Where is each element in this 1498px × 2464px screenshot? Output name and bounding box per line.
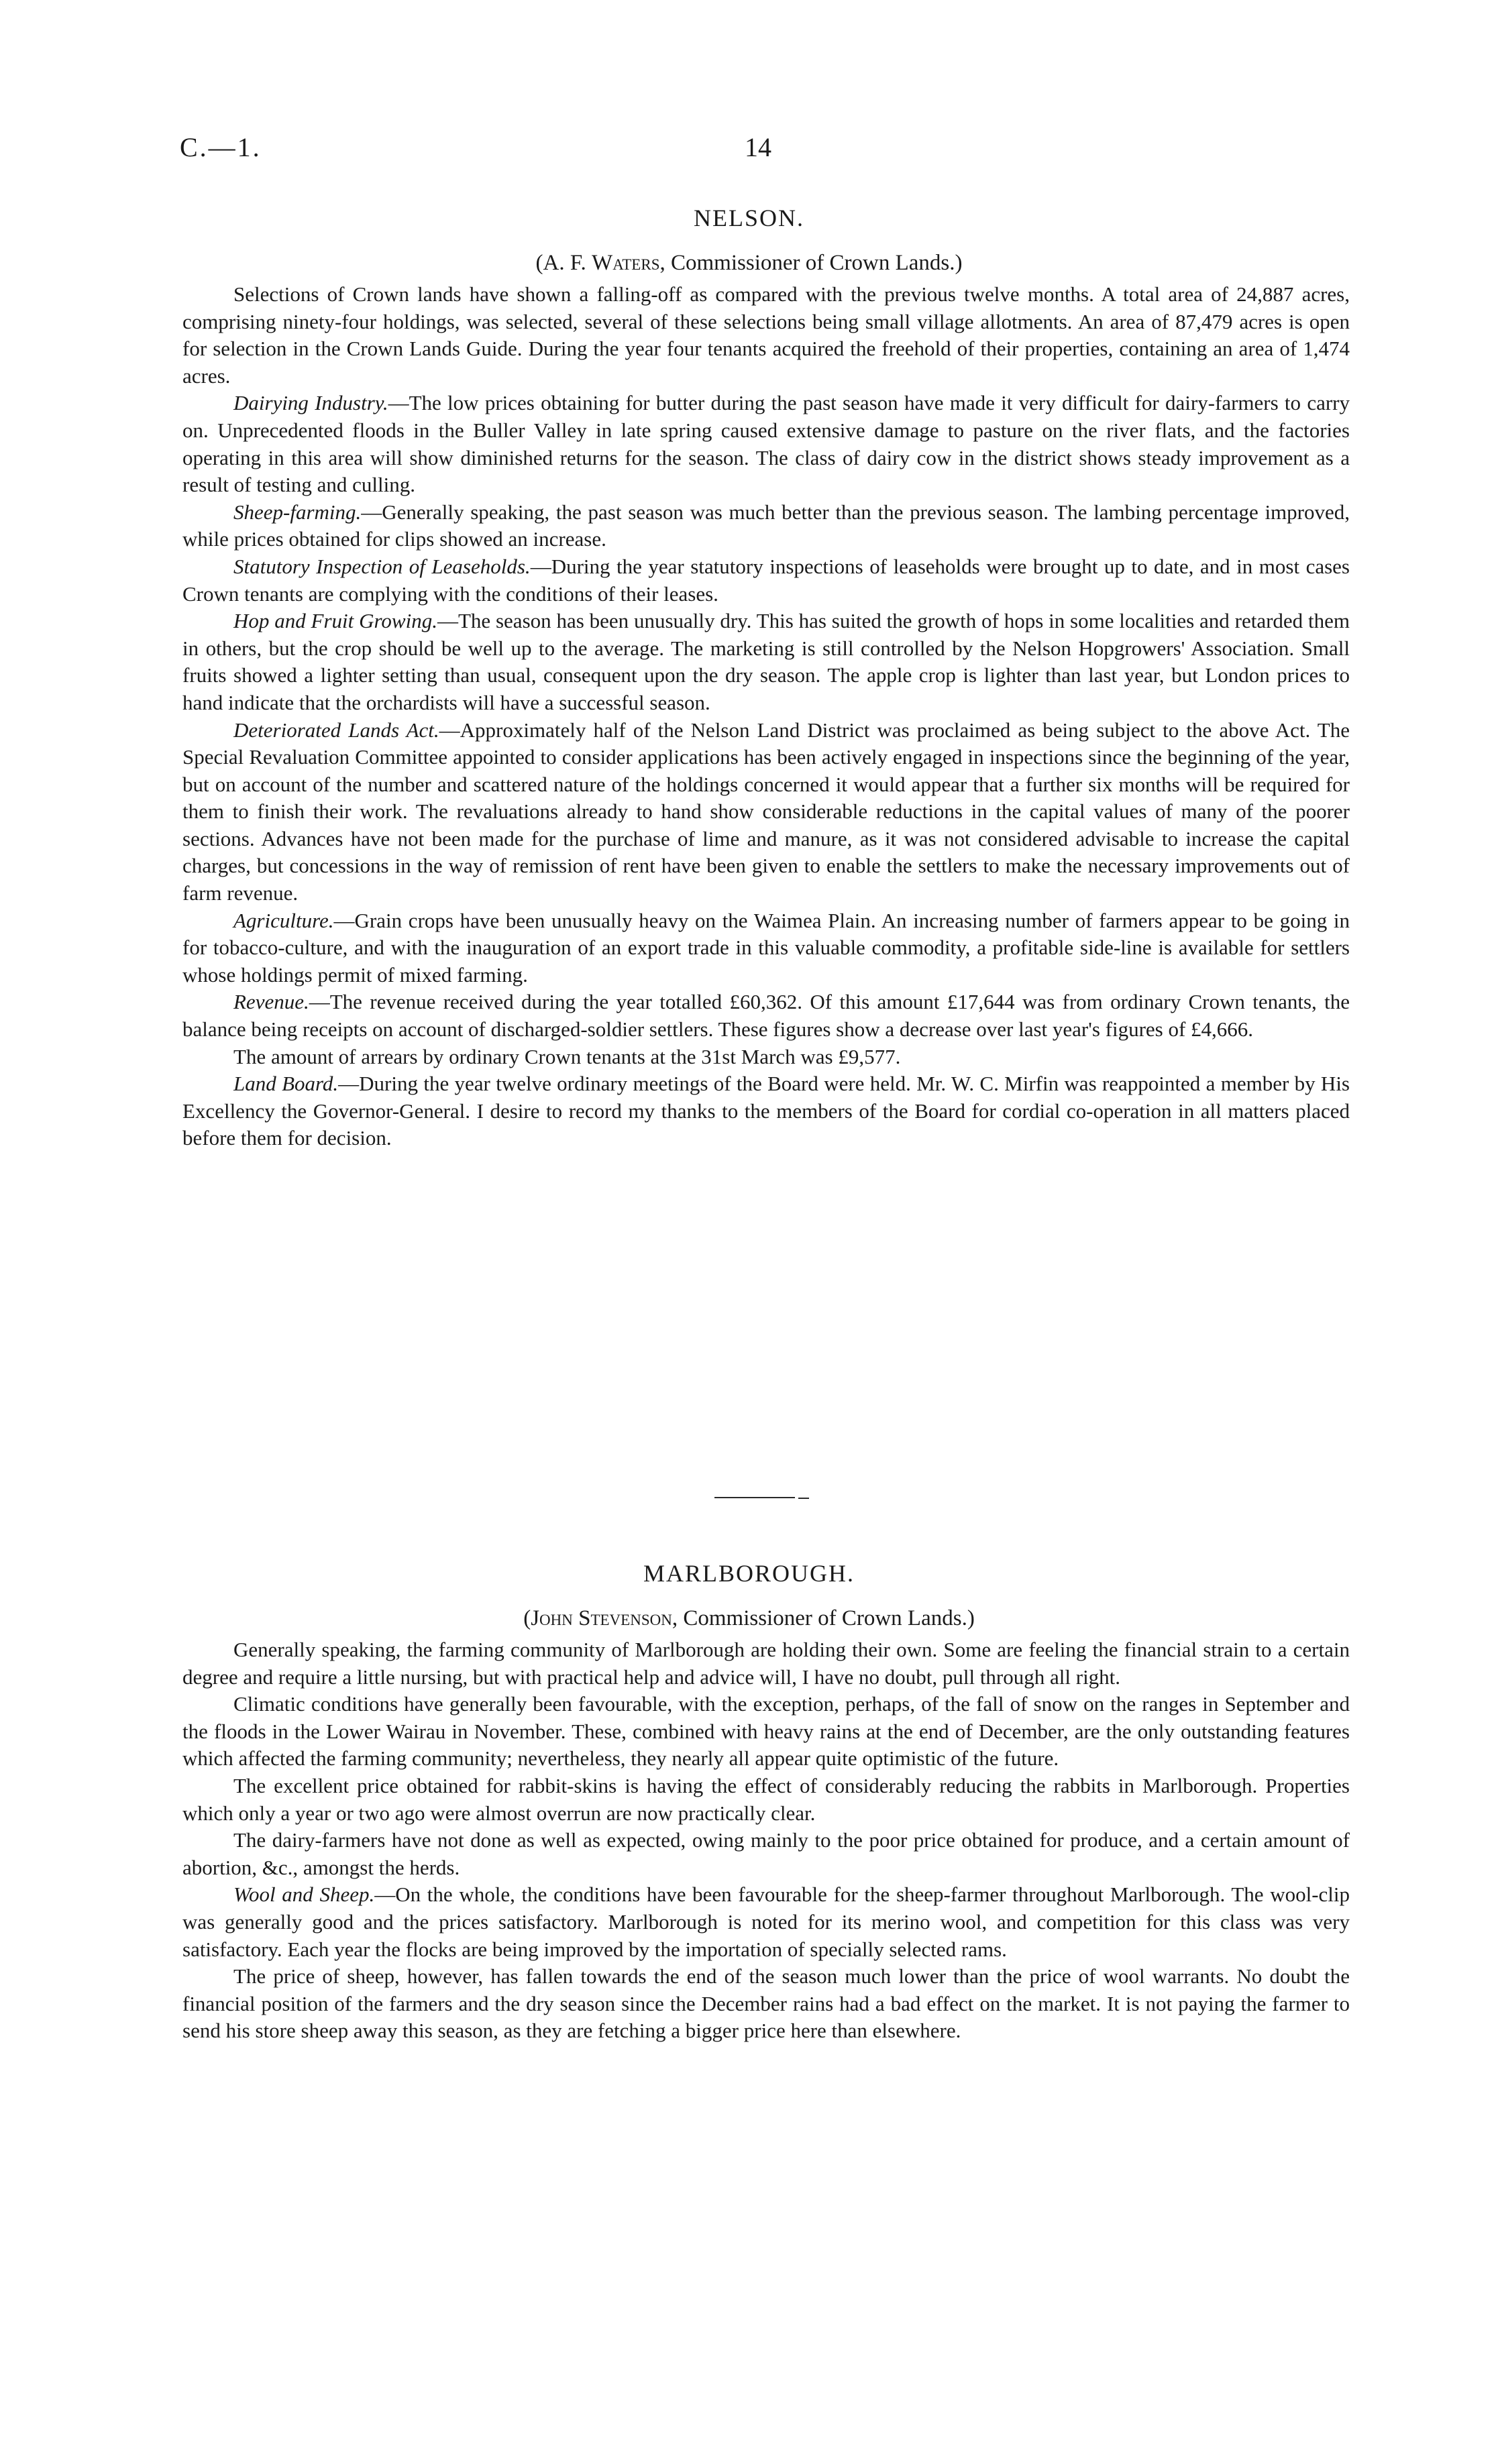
nelson-section <box>0 204 1498 1152</box>
paragraph-text: The dairy-farmers have not done as well as expected, owing mainly to the poor price obtained for produce, and a certain amount of abortion, &c., amongst the herds. <box>182 1828 1350 1879</box>
section-title-marlborough: MARLBOROUGH. <box>643 1560 855 1587</box>
paragraph <box>182 1636 1350 1691</box>
paragraph-text: The amount of arrears by ordinary Crown tenants at the 31st March was £9,577. <box>233 1044 901 1068</box>
paragraph-heading: Wool and Sheep. <box>233 1883 375 1907</box>
paragraph-heading: Hop and Fruit Growing. <box>233 609 437 633</box>
section-divider-dash <box>798 1498 809 1499</box>
paragraph-text: —The low prices obtaining for butter during the past season have made it very difficult for dairy-farmers to carry on. Unprecedented floods in the Buller Valley in late spring caused extensive damage to pasture on the river flats, and the factories operating in this area will show diminished returns for the season. The class of dairy cow in the district shows steady improvement as a result of testing and culling. <box>182 391 1350 497</box>
paragraph-text: —Grain crops have been unusually heavy on the Waimea Plain. An increasing number of farmers appear to be going in for tobacco-culture, and with the inauguration of an export trade in this valuable commodity, a profitable side-line is available for settlers whose holdings permit of mixed farming. <box>182 908 1350 987</box>
section-title-nelson: NELSON. <box>694 205 804 231</box>
paragraph-text: The excellent price obtained for rabbit-skins is having the effect of considerably reducing the rabbits in Marlborough. Properties which only a year or two ago were almost overrun are now practically clear. <box>182 1773 1350 1825</box>
paragraph-text: Selections of Crown lands have shown a falling-off as compared with the previous twelve months. A total area of 24,887 acres, comprising ninety-four holdings, was selected, several of these selections being small village allotments. An area of 87,479 acres is open for selection in the Crown Lands Guide. During the year four tenants acquired the freehold of their properties, containing an area of 1,474 acres. <box>182 282 1350 388</box>
commissioner-line-nelson <box>0 251 1498 276</box>
paragraph-text: —The season has been unusually dry. This has suited the growth of hops in some localities and retarded them in others, but the crop should be well up to the average. The marketing is still controlled by the Nelson Hopgrowers' Association. Small fruits showed a lighter setting than usual, consequent upon the dry season. The apple crop is lighter than last year, but London prices to hand indicate that the orchardists will have a successful season. <box>182 609 1350 714</box>
paragraph-text: —Generally speaking, the past season was much better than the previous season. The lambing percentage improved, while prices obtained for clips showed an increase. <box>182 500 1350 551</box>
paragraph <box>182 1963 1350 2045</box>
paragraph-heading: Statutory Inspection of Leaseholds. <box>233 554 531 578</box>
document-code: C.—1. <box>180 132 262 162</box>
paragraph-heading: Deteriorated Lands Act. <box>233 718 439 742</box>
paragraph-heading: Dairying Industry. <box>233 391 388 415</box>
paragraph <box>182 390 1350 498</box>
commissioner-open: ( <box>523 1606 531 1630</box>
marlborough-body <box>182 1636 1350 2045</box>
commissioner-rest: , Commissioner of Crown Lands.) <box>659 251 963 275</box>
paragraph <box>182 499 1350 553</box>
commissioner-name: Waters <box>592 251 660 275</box>
paragraph-heading: Agriculture. <box>233 908 334 932</box>
paragraph <box>182 1070 1350 1152</box>
paragraph <box>182 1691 1350 1773</box>
paragraph-text: —During the year twelve ordinary meetings of the Board were held. Mr. W. C. Mirfin was reappointed a member by His Excellency the Governor-General. I desire to record my thanks to the members of the Board for cordial co-operation in all matters placed before them for decision. <box>182 1072 1350 1150</box>
paragraph <box>182 1827 1350 1881</box>
paragraph <box>182 717 1350 907</box>
commissioner-rest: , Commissioner of Crown Lands.) <box>672 1606 975 1630</box>
paragraph-text: The price of sheep, however, has fallen towards the end of the season much lower than the price of wool warrants. No doubt the financial position of the farmers and the dry season since the December rains had a bad effect on the market. It is not paying the farmer to send his store sheep away this season, as they are fetching a bigger price here than elsewhere. <box>182 1964 1350 2043</box>
paragraph <box>182 608 1350 716</box>
paragraph <box>182 907 1350 989</box>
paragraph-heading: Revenue. <box>233 990 309 1014</box>
commissioner-open: (A. F. <box>535 251 592 275</box>
paragraph <box>182 553 1350 608</box>
paragraph <box>182 1044 1350 1071</box>
paragraph-text: Climatic conditions have generally been favourable, with the exception, perhaps, of the fall of snow on the ranges in September and the floods in the Lower Wairau in November. These, combined with heavy rains at the end of December, are the only outstanding features which affected the farming community; nevertheless, they nearly all appear quite optimistic of the future. <box>182 1692 1350 1771</box>
paragraph-text: —During the year statutory inspections of leaseholds were brought up to date, and in most cases Crown tenants are complying with the conditions of their leases. <box>182 554 1350 606</box>
paragraph <box>182 281 1350 390</box>
commissioner-name: John Stevenson <box>531 1606 672 1630</box>
page-number: 14 <box>745 132 771 162</box>
marlborough-section <box>0 1559 1498 2045</box>
paragraph <box>182 1881 1350 1963</box>
nelson-body <box>182 281 1350 1152</box>
paragraph-heading: Land Board. <box>233 1072 339 1096</box>
paragraph <box>182 1773 1350 1827</box>
paragraph-text: —The revenue received during the year totalled £60,362. Of this amount £17,644 was from ordinary Crown tenants, the balance being receipts on account of discharged-soldier settlers. These figures show a decrease over last year's figures of £4,666. <box>182 990 1350 1042</box>
commissioner-line-marlborough <box>0 1606 1498 1631</box>
paragraph-text: —On the whole, the conditions have been favourable for the sheep-farmer throughout Marlborough. The wool-clip was generally good and the prices satisfactory. Marlborough is noted for its merino wool, and competition for this class was very satisfactory. Each year the flocks are being improved by the importation of specially selected rams. <box>182 1883 1350 1961</box>
paragraph-text: —Approximately half of the Nelson Land District was proclaimed as being subject to the above Act. The Special Revaluation Committee appointed to consider applications has been actively engaged in inspections since the beginning of the year, but on account of the number and scattered nature of the holdings concerned it would appear that a further six months will be required for them to finish their work. The revaluations already to hand show considerable reductions in the capital values of many of the poorer sections. Advances have not been made for the purchase of lime and manure, as it was not considered advisable to increase the capital charges, but concessions in the way of remission of rent have been given to enable the settlers to make the necessary improvements out of farm revenue. <box>182 718 1350 905</box>
paragraph <box>182 989 1350 1043</box>
paragraph-heading: Sheep-farming. <box>233 500 362 524</box>
page-header <box>0 131 1498 172</box>
section-divider <box>714 1497 795 1498</box>
paragraph-text: Generally speaking, the farming community of Marlborough are holding their own. Some are feeling the financial strain to a certain degree and require a little nursing, but with practical help and advice will, I have no doubt, pull through all right. <box>182 1638 1350 1689</box>
